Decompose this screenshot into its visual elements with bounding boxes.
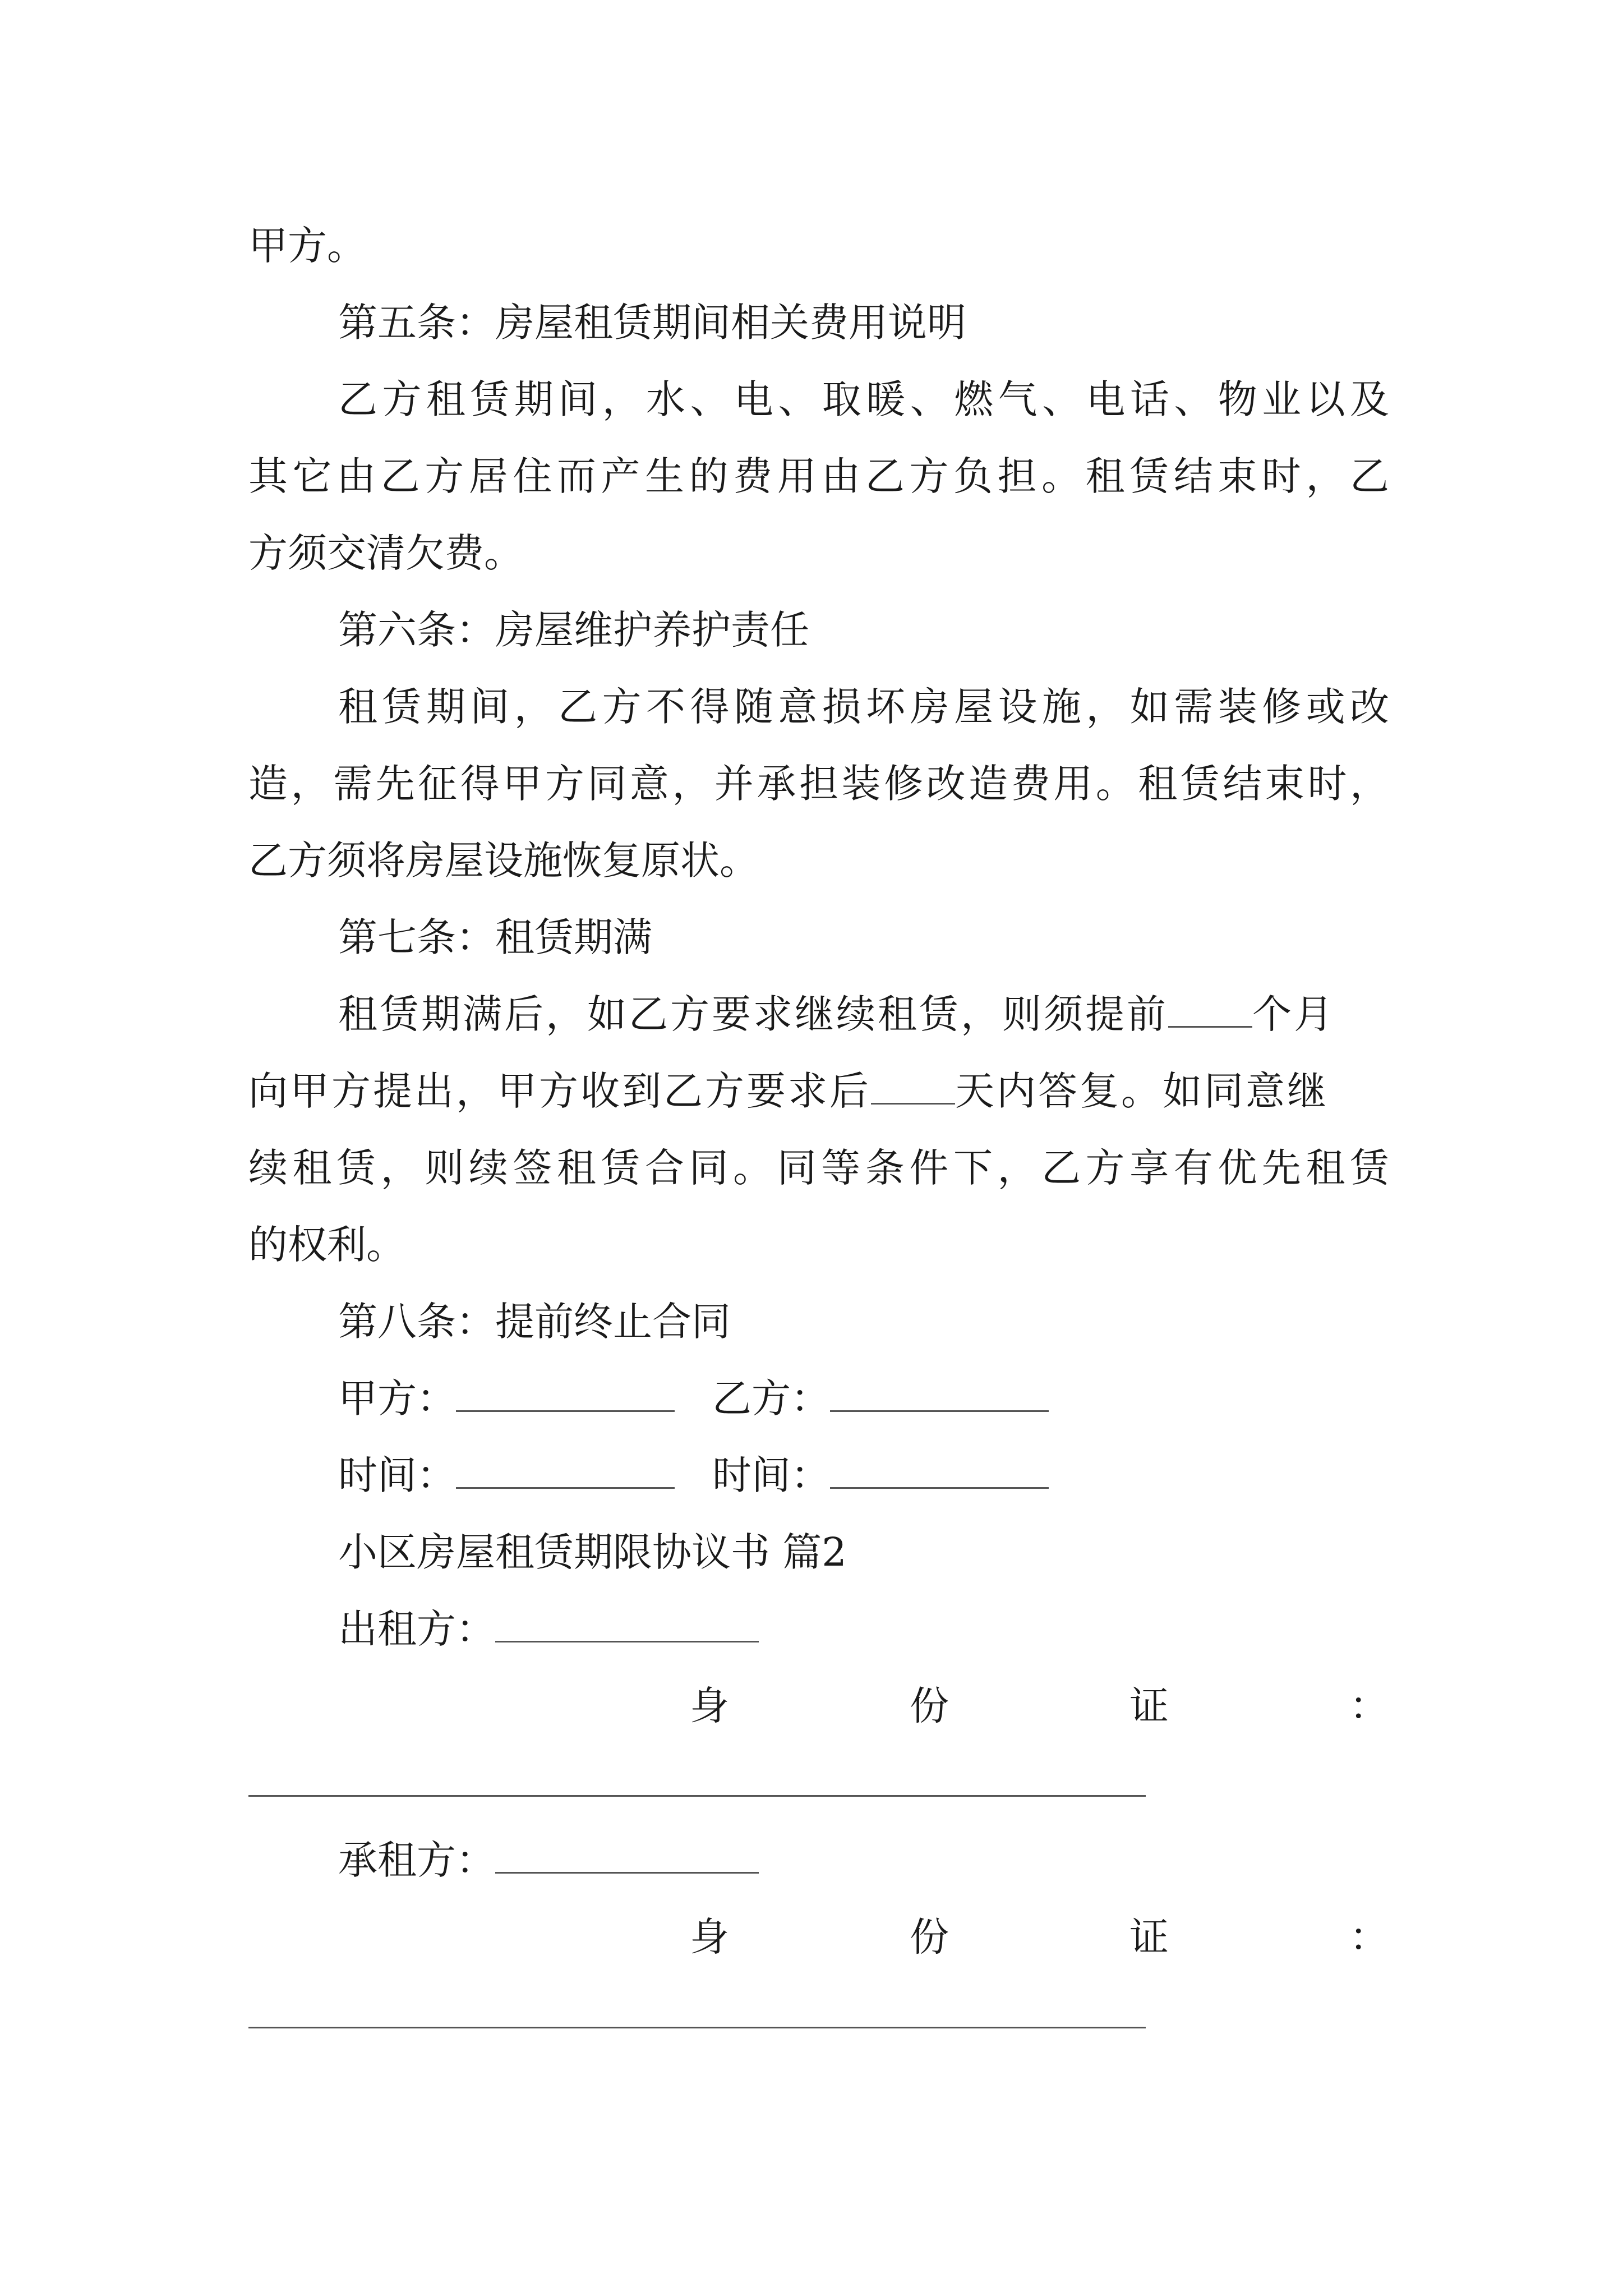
paragraph-line: 方须交清欠费。 — [248, 530, 523, 576]
id-char: 身 — [690, 1683, 729, 1729]
text-segment: 个月 — [1252, 991, 1335, 1037]
id-char: 身 — [690, 1914, 729, 1960]
lessee-id-label — [690, 1899, 1389, 1976]
date-blank — [456, 1452, 675, 1489]
section-title: 小区房屋租赁期限协议书 篇2 — [338, 1529, 847, 1575]
lessee-field — [338, 1822, 759, 1899]
field-label: 出租方： — [338, 1606, 495, 1652]
party-b-date — [712, 1437, 1049, 1514]
blank-line — [1168, 991, 1252, 1028]
paragraph-line: 其它由乙方居住而产生的费用由乙方负担。租赁结束时，乙 — [248, 453, 1389, 499]
text-segment: 租赁期满后，如乙方要求继续租赁，则须提前 — [338, 991, 1168, 1037]
signature-blank — [456, 1375, 675, 1412]
id-char: 份 — [910, 1914, 949, 1960]
id-char: 份 — [910, 1683, 949, 1729]
id-char: 证 — [1129, 1683, 1169, 1729]
clause-heading-8: 第八条：提前终止合同 — [338, 1299, 731, 1345]
field-label: 承租方： — [338, 1837, 495, 1883]
lessor-id-blank — [248, 1795, 1146, 1797]
paragraph-line: 续租赁，则续签租赁合同。同等条件下，乙方享有优先租赁 — [248, 1145, 1389, 1191]
party-a-signature — [338, 1360, 675, 1437]
date-blank — [830, 1452, 1049, 1489]
clause-heading-6: 第六条：房屋维护养护责任 — [338, 607, 809, 653]
lessee-id-blank — [248, 2027, 1146, 2028]
paragraph-line: 租赁期间，乙方不得随意损坏房屋设施，如需装修或改 — [338, 684, 1389, 730]
field-label: 甲方： — [338, 1375, 456, 1421]
paragraph-line: 造，需先征得甲方同意，并承担装修改造费用。租赁结束时， — [248, 761, 1389, 807]
paragraph-line: 乙方租赁期间，水、电、取暖、燃气、电话、物业以及 — [338, 376, 1389, 422]
text-segment: 天内答复。如同意继 — [955, 1068, 1329, 1114]
clause-heading-5: 第五条：房屋租赁期间相关费用说明 — [338, 300, 966, 346]
field-label: 时间： — [712, 1452, 830, 1498]
id-char: ： — [1349, 1683, 1389, 1729]
paragraph-line: 甲方。 — [248, 223, 366, 269]
paragraph-line: 乙方须将房屋设施恢复原状。 — [248, 838, 759, 884]
paragraph-line — [248, 1053, 1389, 1130]
field-label: 时间： — [338, 1452, 456, 1498]
blank-line — [871, 1068, 955, 1105]
name-blank — [495, 1606, 759, 1642]
text-segment: 向甲方提出，甲方收到乙方要求后 — [248, 1068, 871, 1114]
paragraph-line — [338, 976, 1389, 1053]
id-char: 证 — [1129, 1914, 1169, 1960]
clause-heading-7: 第七条：租赁期满 — [338, 914, 652, 960]
name-blank — [495, 1837, 759, 1874]
party-b-signature — [712, 1360, 1049, 1437]
paragraph-line: 的权利。 — [248, 1222, 405, 1268]
id-char: ： — [1349, 1914, 1389, 1960]
party-a-date — [338, 1437, 675, 1514]
signature-blank — [830, 1375, 1049, 1412]
lessor-field — [338, 1591, 759, 1668]
field-label: 乙方： — [712, 1375, 830, 1421]
lessor-id-label — [690, 1668, 1389, 1745]
